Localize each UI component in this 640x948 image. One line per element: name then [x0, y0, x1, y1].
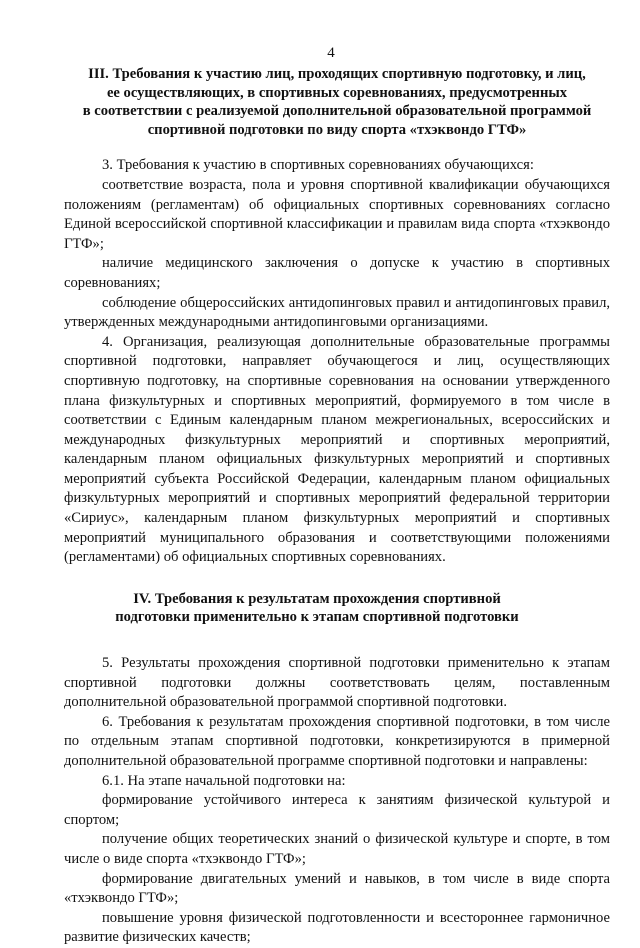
- paragraph: 4. Организация, реализующая дополнительные образовательные программы спортивной подготовки, направляет обучающегося и лиц, осуществляющих спортивную подготовку, на спортивные соревнования на основании утвержденного плана физкультурных и спортивных мероприятий, формируемого в том числе в соответствии с Единым календарным планом межрегиональных, всероссийских и международных физкультурных мероприятий и спортивных мероприятий, календарным планом официальных физкультурных мероприятий и спортивных мероприятий субъекта Российской Федерации, календарным планом официальных физкультурных мероприятий и спортивных мероприятий федеральной территории «Сириус», календарным планом физкультурных мероприятий и спортивных мероприятий муниципального образования и соответствующими положениями (регламентами) об официальных спортивных соревнованиях.: [64, 333, 610, 566]
- paragraph: 5. Результаты прохождения спортивной подготовки применительно к этапам спортивной подготовки должны соответствовать целям, поставленным дополнительной образовательной программой спортивной подготовки.: [64, 655, 610, 711]
- section-3-heading-line: в соответствии с реализуемой дополнительной образовательной программой: [82, 103, 592, 120]
- section-3-heading: [64, 65, 610, 139]
- paragraph: формирование двигательных умений и навыков, в том числе в виде спорта «тхэквондо ГТФ»;: [64, 870, 610, 907]
- paragraph: 6. Требования к результатам прохождения спортивной подготовки, в том числе по отдельным этапам спортивной подготовки, конкретизируются в примерной дополнительной образовательной программе спортивной подготовки и направлены:: [64, 713, 610, 769]
- paragraph: получение общих теоретических знаний о физической культуре и спорте, в том числе о виде спорта «тхэквондо ГТФ»;: [64, 831, 610, 867]
- paragraph: повышение уровня физической подготовленности и всестороннее гармоничное развитие физических качеств;: [64, 909, 610, 946]
- section-3-body: [64, 156, 610, 567]
- paragraph: формирование устойчивого интереса к занятиям физической культурой и спортом;: [64, 792, 610, 828]
- paragraph: наличие медицинского заключения о допуске к участию в спортивных соревнованиях;: [64, 255, 610, 291]
- paragraph: 6.1. На этапе начальной подготовки на:: [102, 772, 346, 789]
- section-4-heading-line: подготовки применительно к этапам спортивной подготовки: [115, 609, 519, 626]
- paragraph: 3. Требования к участию в спортивных соревнованиях обучающихся:: [102, 157, 534, 174]
- page-number: 4: [327, 45, 335, 61]
- section-4-body: [64, 654, 610, 948]
- section-3-heading-line: III. Требования к участию лиц, проходящих спортивную подготовку, и лиц,: [88, 66, 586, 82]
- section-3-heading-line: ее осуществляющих, в спортивных соревнованиях, предусмотренных: [106, 84, 568, 101]
- paragraph: соблюдение общероссийских антидопинговых правил и антидопинговых правил, утвержденных международными антидопинговыми организациями.: [64, 294, 610, 331]
- section-4-heading-line: IV. Требования к результатам прохождения спортивной: [133, 590, 501, 607]
- section-3-heading-line: спортивной подготовки по виду спорта «тхэквондо ГТФ»: [147, 121, 527, 138]
- paragraph: соответствие возраста, пола и уровня спортивной квалификации обучающихся положениям (регламентам) об официальных спортивных соревнованиях согласно Единой всероссийской спортивной классификации и правилам вида спорта «тхэквондо ГТФ»;: [64, 176, 610, 252]
- section-4-heading: [64, 590, 610, 627]
